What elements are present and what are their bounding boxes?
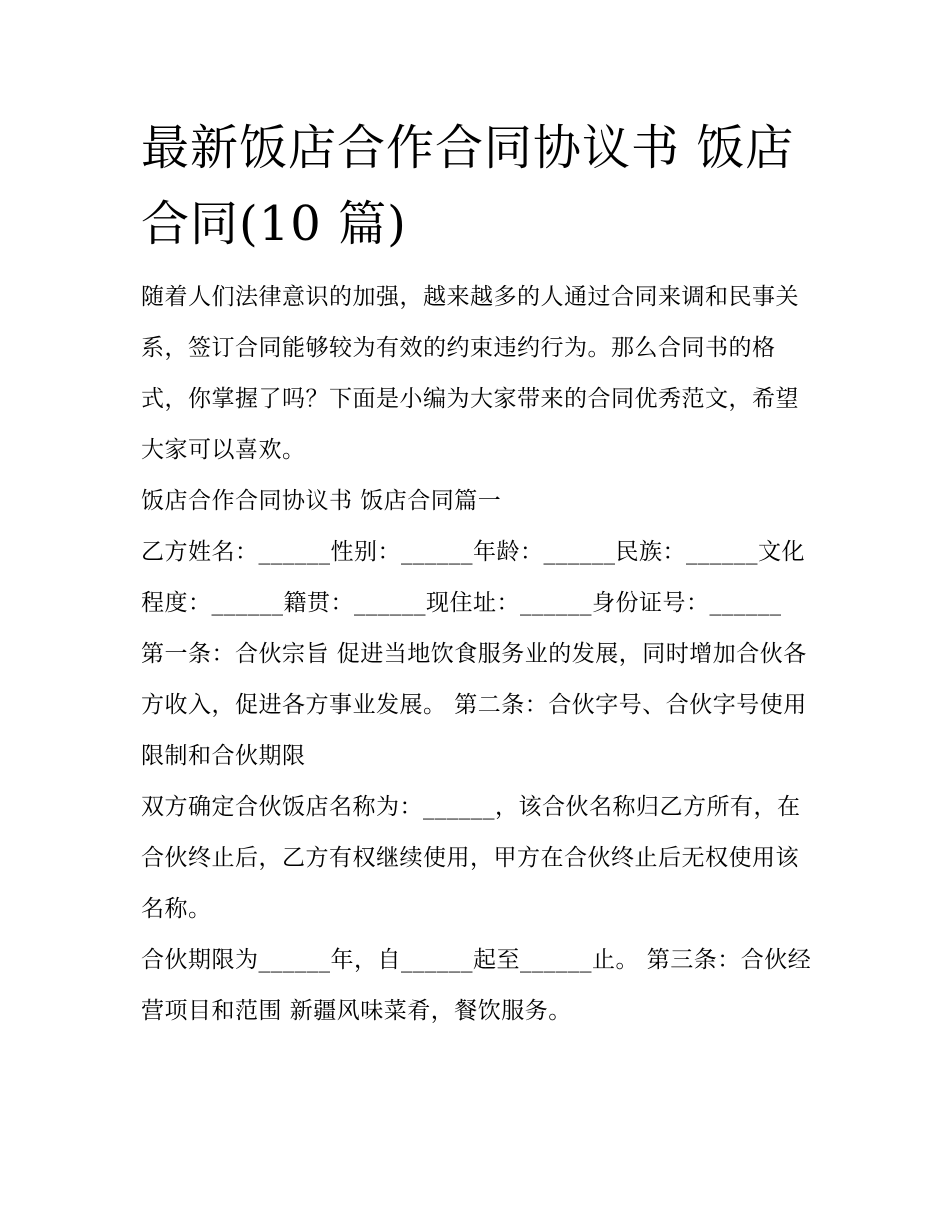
party-info-paragraph: 乙方姓名：______性别：______年龄：______民族：______文化程度：______籍贯：______现住址：______身份证号：______ (141, 539, 805, 616)
intro-paragraph: 随着人们法律意识的加强，越来越多的人通过合同来调和民事关系，签订合同能够较为有效的约束违约行为。那么合同书的格式，你掌握了吗？下面是小编为大家带来的合同优秀范文，希望大家可以喜欢。 (141, 284, 799, 463)
business-name-paragraph: 双方确定合伙饭店名称为：______，该合伙名称归乙方所有，在合伙终止后，乙方有权继续使用，甲方在合伙终止后无权使用该名称。 (141, 794, 801, 922)
term-paragraph: 合伙期限为______年，自______起至______止。 第三条：合伙经营项目和范围 新疆风味菜肴，餐饮服务。 (141, 947, 812, 1024)
document-page (141, 110, 813, 1037)
section-heading: 饭店合作合同协议书 饭店合同篇一 (141, 488, 502, 514)
document-title: 最新饭店合作合同协议书 饭店合同(10 篇) (141, 120, 795, 252)
article-one-paragraph: 第一条：合伙宗旨 促进当地饮食服务业的发展，同时增加合伙各方收入，促进各方事业发展。 第二条：合伙字号、合伙字号使用限制和合伙期限 (141, 641, 807, 769)
